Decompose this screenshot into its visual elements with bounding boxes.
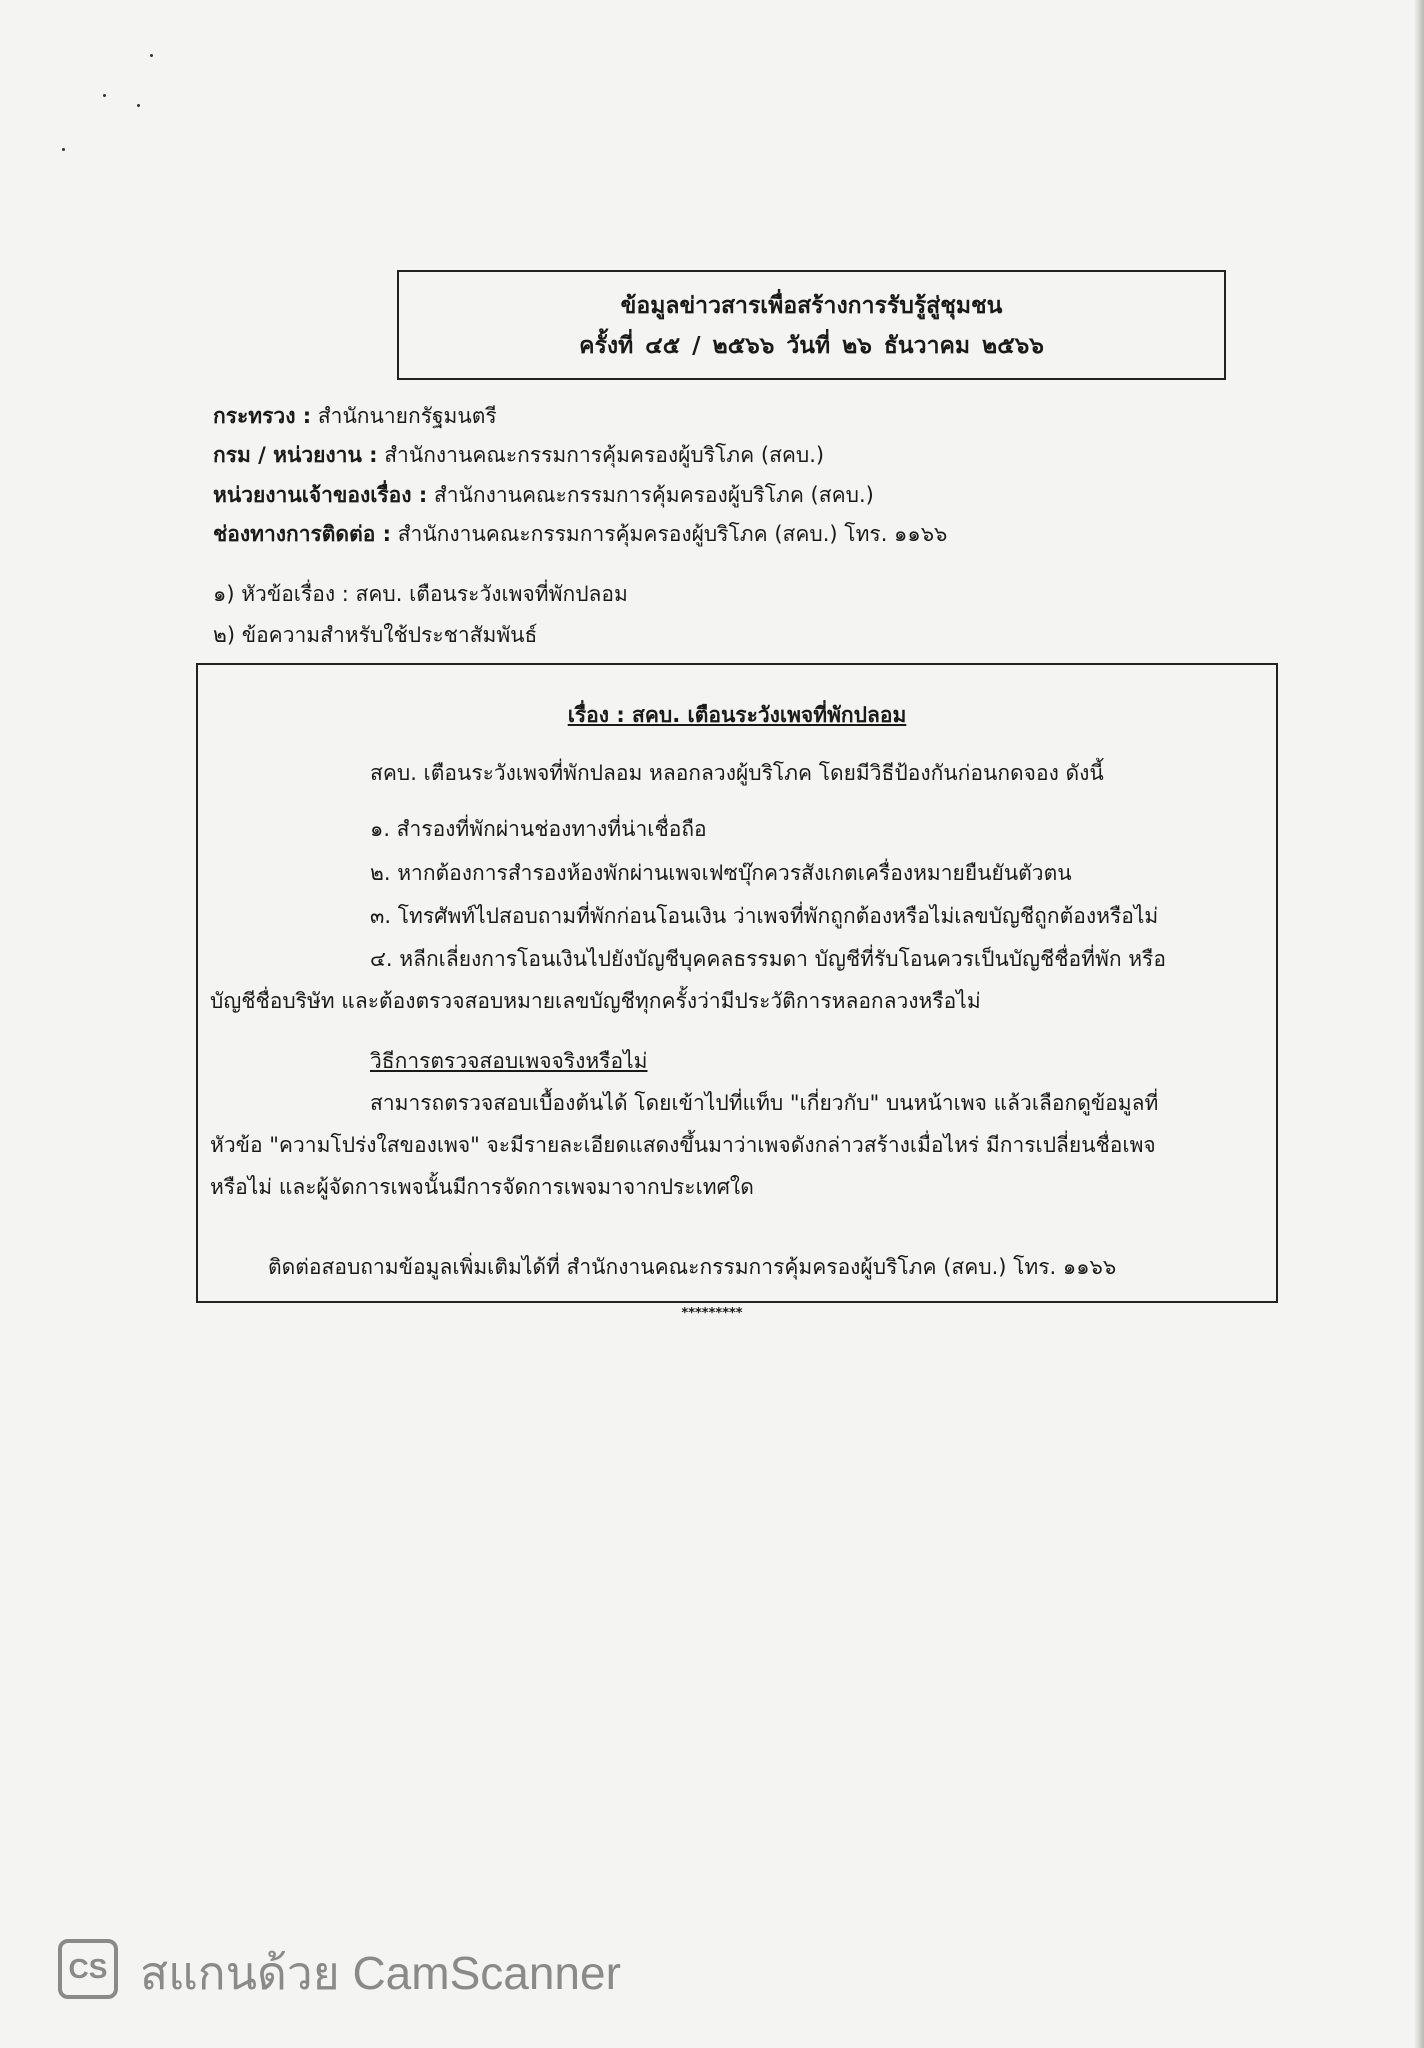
content-point-3: ๓. โทรศัพท์ไปสอบถามที่พักก่อนโอนเงิน ว่าเพจที่พักถูกต้องหรือไม่เลขบัญชีถูกต้องหรือไม่: [370, 904, 1159, 928]
scan-speck: [137, 104, 140, 107]
content-check-line-3: หรือไม่ และผู้จัดการเพจนั้นมีการจัดการเพจมาจากประเทศใด: [210, 1175, 754, 1199]
scan-speck: [62, 148, 65, 151]
meta-owner: [213, 479, 874, 512]
meta-ministry: [213, 400, 497, 433]
meta-contact-value: สำนักงานคณะกรรมการคุ้มครองผู้บริโภค (สคบ.) โทร. ๑๑๖๖: [397, 522, 948, 546]
meta-ministry-value: สำนักนายกรัฐมนตรี: [317, 404, 497, 428]
content-subheading: วิธีการตรวจสอบเพจจริงหรือไม่: [370, 1049, 648, 1073]
scan-speck: [150, 54, 153, 57]
camscanner-logo-icon: CS: [58, 1939, 118, 1999]
camscanner-watermark-text: สแกนด้วย CamScanner: [140, 1947, 621, 1999]
content-intro: สคบ. เตือนระวังเพจที่พักปลอม หลอกลวงผู้บริโภค โดยมีวิธีป้องกันก่อนกดจอง ดังนี้: [370, 761, 1104, 785]
meta-owner-value: สำนักงานคณะกรรมการคุ้มครองผู้บริโภค (สคบ.): [433, 483, 874, 507]
content-check-line-1: สามารถตรวจสอบเบื้องต้นได้ โดยเข้าไปที่แท็บ "เกี่ยวกับ" บนหน้าเพจ แล้วเลือกดูข้อมูลที่: [370, 1091, 1159, 1115]
meta-owner-label: หน่วยงานเจ้าของเรื่อง :: [213, 483, 428, 507]
scan-edge-shadow: [1414, 0, 1424, 2048]
meta-department-label: กรม / หน่วยงาน :: [213, 443, 378, 467]
header-title: ข้อมูลข่าวสารเพื่อสร้างการรับรู้สู่ชุมชน: [620, 293, 1003, 319]
meta-department: [213, 439, 824, 472]
content-point-2: ๒. หากต้องการสำรองห้องพักผ่านเพจเฟซบุ๊กควรสังเกตเครื่องหมายยืนยันตัวตน: [370, 861, 1072, 885]
scan-speck: [103, 94, 106, 97]
item-topic: ๑) หัวข้อเรื่อง : สคบ. เตือนระวังเพจที่พักปลอม: [213, 582, 628, 606]
meta-contact: [213, 518, 947, 551]
content-point-4-line-2: บัญชีชื่อบริษัท และต้องตรวจสอบหมายเลขบัญชีทุกครั้งว่ามีประวัติการหลอกลวงหรือไม่: [210, 989, 981, 1013]
meta-ministry-label: กระทรวง :: [213, 404, 312, 428]
header-issue-date: ครั้งที่ ๔๕ / ๒๕๖๖ วันที่ ๒๖ ธันวาคม ๒๕๖๖: [579, 333, 1044, 359]
end-marker: *********: [681, 1306, 743, 1321]
meta-contact-label: ช่องทางการติดต่อ :: [213, 522, 392, 546]
content-footer-contact: ติดต่อสอบถามข้อมูลเพิ่มเติมได้ที่ สำนักงานคณะกรรมการคุ้มครองผู้บริโภค (สคบ.) โทร. ๑๑๖๖: [268, 1255, 1117, 1279]
meta-department-value: สำนักงานคณะกรรมการคุ้มครองผู้บริโภค (สคบ.): [384, 443, 825, 467]
content-title: เรื่อง : สคบ. เตือนระวังเพจที่พักปลอม: [567, 703, 907, 727]
item-message: ๒) ข้อความสำหรับใช้ประชาสัมพันธ์: [213, 623, 538, 647]
content-point-4-line-1: ๔. หลีกเลี่ยงการโอนเงินไปยังบัญชีบุคคลธรรมดา บัญชีที่รับโอนควรเป็นบัญชีชื่อที่พัก หรือ: [370, 947, 1166, 971]
content-box: [196, 663, 1278, 1303]
content-point-1: ๑. สำรองที่พักผ่านช่องทางที่น่าเชื่อถือ: [370, 817, 707, 841]
content-check-line-2: หัวข้อ "ความโปร่งใสของเพจ" จะมีรายละเอียดแสดงขึ้นมาว่าเพจดังกล่าวสร้างเมื่อไหร่ มีการเปลี่ยนชื่อเพจ: [210, 1133, 1156, 1157]
header-box: [397, 270, 1226, 380]
